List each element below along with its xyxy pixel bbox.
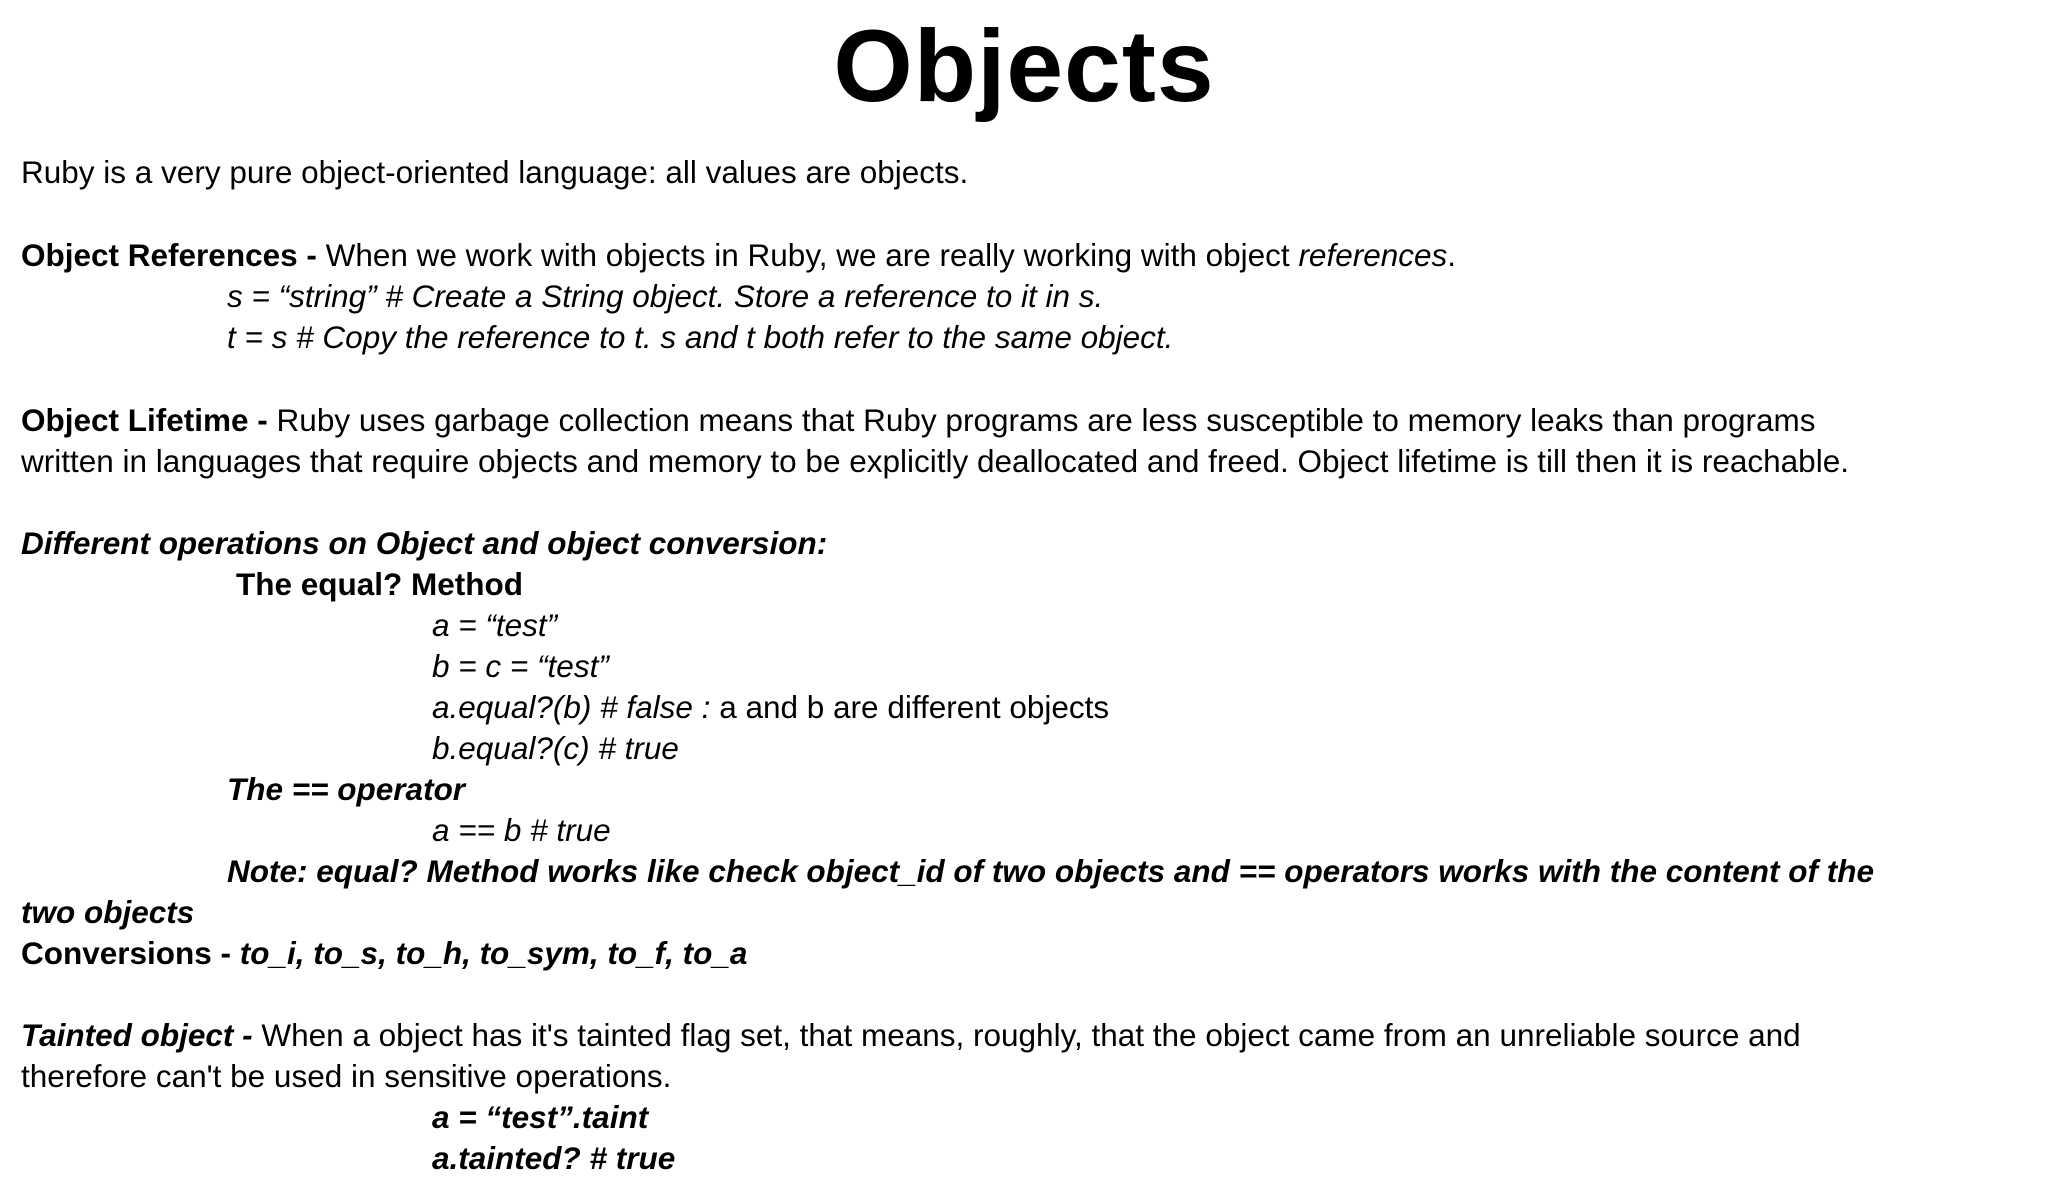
- intro-text: Ruby is a very pure object-oriented language: all values are objects.: [21, 154, 969, 190]
- lifetime-text-line-2: written in languages that require objects and memory to be explicitly deallocated and freed. Object lifetime is till then it is reachable.: [21, 443, 1849, 479]
- equal-code-line-1: a = “test”: [432, 607, 558, 643]
- equal-code-line-4: b.equal?(c) # true: [432, 730, 679, 766]
- note-line-1: Note: equal? Method works like check object_id of two objects and == operators works with the content of the: [227, 853, 1874, 889]
- equal-method-heading: The equal? Method: [236, 566, 523, 602]
- eq-operator-heading: The == operator: [227, 771, 466, 807]
- tainted-text-line-2: therefore can't be used in sensitive operations.: [21, 1058, 672, 1094]
- references-heading: Object References -: [21, 237, 317, 273]
- references-code-line-1: s = “string” # Create a String object. Store a reference to it in s.: [227, 278, 1104, 314]
- lifetime-heading: Object Lifetime -: [21, 402, 268, 438]
- lifetime-paragraph-line-1: [21, 400, 1816, 441]
- operations-heading: Different operations on Object and object conversion:: [21, 525, 828, 561]
- note-line-2: two objects: [21, 894, 195, 930]
- conversions-line: [21, 933, 747, 974]
- references-text-before: When we work with objects in Ruby, we are really working with object: [316, 237, 1299, 273]
- equal-code-line-3: [432, 687, 1109, 728]
- tainted-heading: Tainted object -: [21, 1017, 253, 1053]
- conversions-label: Conversions -: [21, 935, 240, 971]
- references-code-line-2: t = s # Copy the reference to t. s and t both refer to the same object.: [227, 319, 1174, 355]
- tainted-code-line-1: a = “test”.taint: [432, 1099, 649, 1135]
- references-paragraph: [21, 235, 1456, 276]
- equal-code-line-3-code: a.equal?(b) # false :: [432, 689, 720, 725]
- lifetime-text-line-1: Ruby uses garbage collection means that Ruby programs are less susceptible to memory leaks than programs: [267, 402, 1816, 438]
- tainted-text-line-1: When a object has it's tainted flag set, that means, roughly, that the object came from an unreliable source and: [252, 1017, 1801, 1053]
- conversions-list: to_i, to_s, to_h, to_sym, to_f, to_a: [239, 935, 748, 971]
- references-emphasis: references: [1298, 237, 1448, 273]
- equal-code-line-2: b = c = “test”: [432, 648, 609, 684]
- tainted-paragraph-line-1: [21, 1015, 1801, 1056]
- tainted-code-line-2: a.tainted? # true: [432, 1140, 676, 1176]
- references-text-after: .: [1447, 237, 1457, 273]
- eq-operator-code: a == b # true: [432, 812, 611, 848]
- page-title: Objects: [833, 9, 1215, 123]
- equal-code-line-3-comment: a and b are different objects: [719, 689, 1110, 725]
